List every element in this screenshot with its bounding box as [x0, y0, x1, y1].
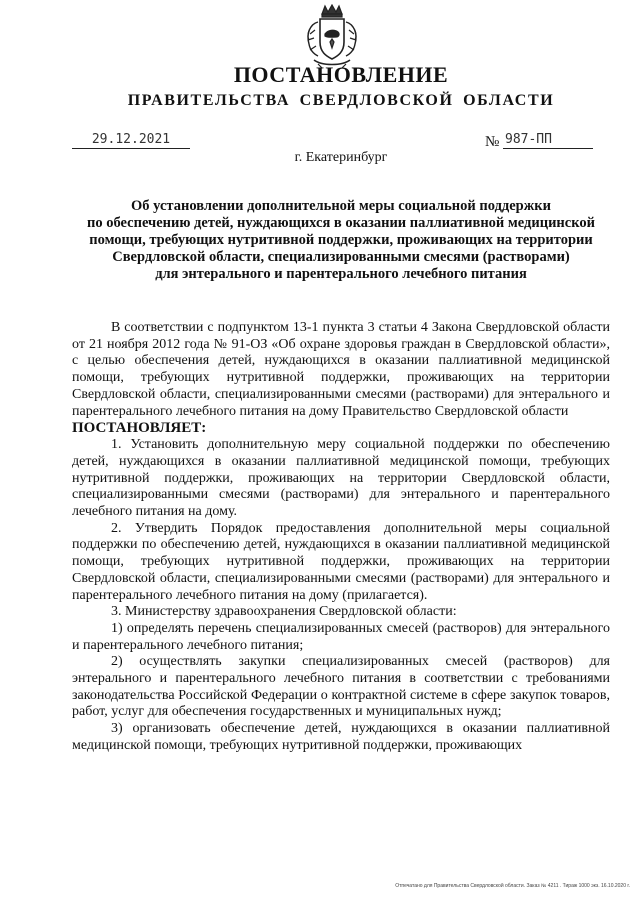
- document-title: ПОСТАНОВЛЕНИЕ: [233, 62, 449, 87]
- paragraph-3: 3. Министерству здравоохранения Свердловской области:: [111, 604, 457, 620]
- document-number: 987-ПП: [505, 132, 552, 147]
- paragraph-3-1: 1) определять перечень специализированных смесей (растворов) для энтерального и парентерального лечебного питания;: [72, 620, 610, 653]
- heading-line: помощи, требующих нутритивной поддержки, проживающих на территории: [89, 232, 593, 248]
- document-date: 29.12.2021: [91, 132, 171, 147]
- preamble-paragraph: В соответствии с подпунктом 13-1 пункта 3 статьи 4 Закона Свердловской области от 21 ноября 2012 года № 91-ОЗ «Об охране здоровья граждан в Свердловской области», с целью обеспечения детей, нуждающихся в оказании паллиативной медицинской помощи, требующих нутритивной поддержки, проживающих на территории Свердловской области, специализированными смесями (растворами) для энтерального и парентерального лечебного питания на дому Правительство Свердловской области: [72, 320, 610, 419]
- document-body: [72, 320, 610, 755]
- document-subtitle: ПРАВИТЕЛЬСТВА СВЕРДЛОВСКОЙ ОБЛАСТИ: [127, 92, 555, 109]
- number-sign: №: [485, 134, 500, 150]
- print-footer: Отпечатано для Правительства Свердловской области. Заказ № 4211 . Тираж 1000 экз. 16.10.2020 г.: [395, 883, 630, 889]
- heading-line: Свердловской области, специализированными смесями (растворами): [112, 249, 570, 265]
- document-heading: [72, 198, 610, 283]
- paragraph-3-3: 3) организовать обеспечение детей, нуждающихся в оказании паллиативной медицинской помощи, требующих нутритивной поддержки, проживающих: [72, 721, 610, 753]
- heading-line: для энтерального и парентерального лечебного питания: [155, 266, 527, 282]
- heading-line: Об установлении дополнительной меры социальной поддержки: [131, 198, 551, 214]
- city-label: г. Екатеринбург: [294, 150, 388, 165]
- paragraph-1: 1. Установить дополнительную меру социальной поддержки по обеспечению детей, нуждающихся в оказании паллиативной медицинской помощи, требующих нутритивной поддержки, проживающих на территории Свердловской области, специализированными смесями (растворами) для энтерального и парентерального лечебного питания на дому.: [72, 437, 610, 520]
- paragraph-3-2: 2) осуществлять закупки специализированных смесей (растворов) для энтерального и парентерального лечебного питания в соответствии с требованиями законодательства Российской Федерации о контрактной системе в сфере закупок товаров, работ, услуг для обеспечения государственных и муниципальных нужд;: [72, 654, 610, 720]
- coat-of-arms-emblem: [300, 4, 364, 70]
- resolves-label: ПОСТАНОВЛЯЕТ:: [72, 420, 207, 437]
- heading-line: по обеспечению детей, нуждающихся в оказании паллиативной медицинской: [87, 215, 595, 231]
- date-field: [72, 130, 190, 149]
- paragraph-2: 2. Утвердить Порядок предоставления дополнительной меры социальной поддержки по обеспечению детей, нуждающихся в оказании паллиативной медицинской помощи, требующих нутритивной поддержки, проживающих на территории Свердловской области, специализированными смесями (растворами) для энтерального и парентерального лечебного питания на дому (прилагается).: [72, 520, 610, 603]
